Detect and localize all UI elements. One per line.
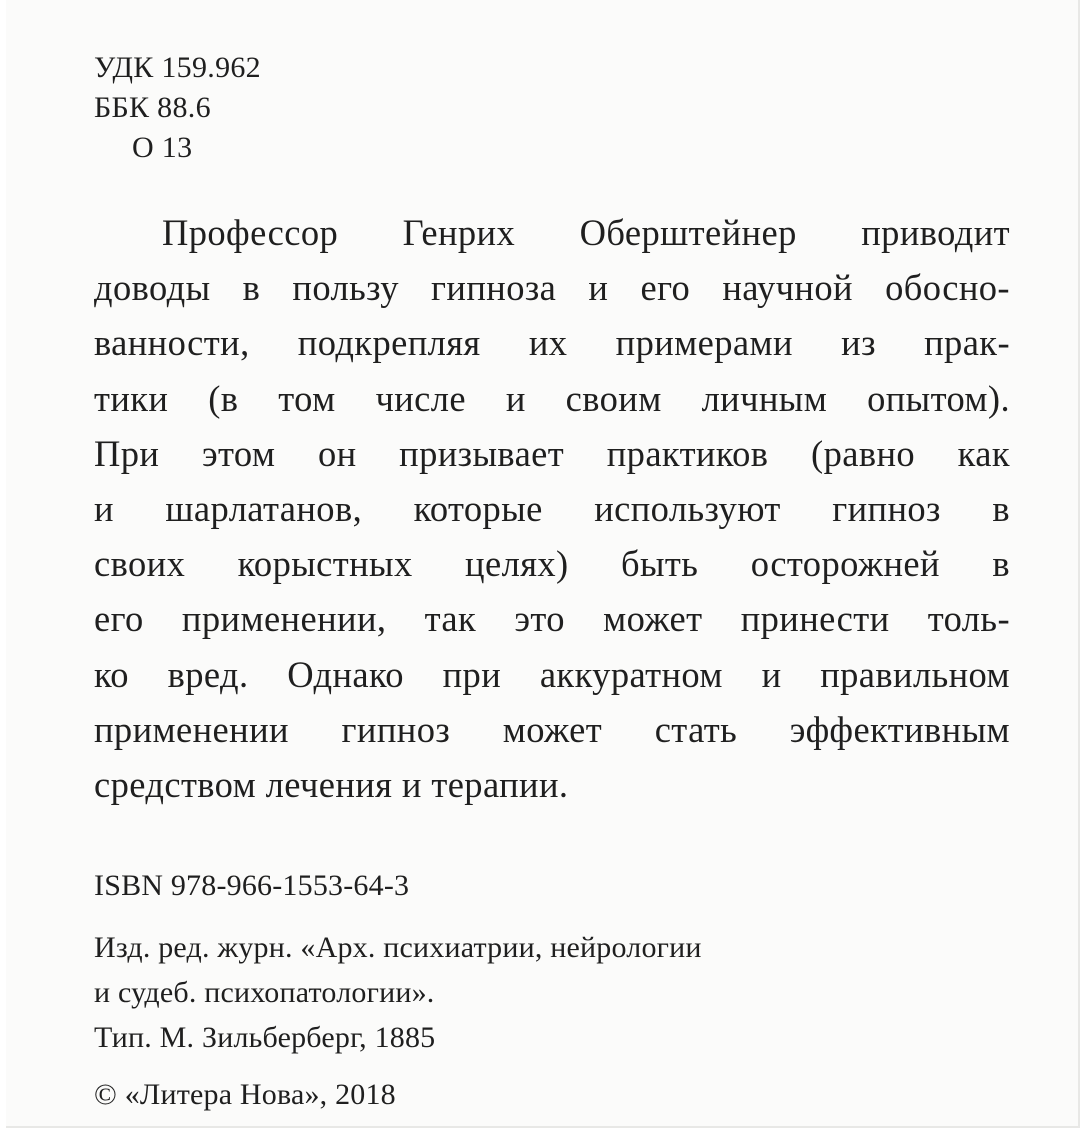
abstract-line: ванности, подкрепляя их примерами из прак- [94, 322, 1010, 364]
abstract-line: средством лечения и терапии. [94, 764, 569, 806]
abstract-line: своих корыстных целях) быть осторожней в [94, 543, 1010, 585]
imprint-page [6, 0, 1080, 1128]
udk-code: УДК 159.962 [94, 51, 261, 84]
abstract-line: Профессор Генрих Оберштейнер приводит [162, 212, 1010, 253]
abstract-paragraph [94, 205, 1010, 812]
abstract-line: и шарлатанов, которые используют гипноз в [94, 488, 1010, 530]
abstract-line: доводы в пользу гипноза и его научной обосно- [94, 267, 1010, 309]
abstract-line: ко вред. Однако при аккуратном и правильном [94, 653, 1010, 695]
original-edition-imprint [94, 925, 702, 1060]
copyright-notice: © «Литера Нова», 2018 [94, 1078, 396, 1111]
imprint-line: Тип. М. Зильберберг, 1885 [94, 1021, 436, 1054]
bbk-code: ББК 88.6 [94, 91, 211, 124]
abstract-line: При этом он призывает практиков (равно как [94, 432, 1010, 474]
abstract-line: его применении, так это может принести толь- [94, 598, 1010, 640]
isbn: ISBN 978-966-1553-64-3 [94, 869, 410, 902]
abstract-line: тики (в том числе и своим личным опытом). [94, 377, 1010, 419]
classification-block [94, 48, 261, 168]
imprint-line: Изд. ред. журн. «Арх. психиатрии, нейрологии [94, 931, 702, 964]
imprint-line: и судеб. психопатологии». [94, 976, 435, 1009]
author-mark: О 13 [132, 131, 193, 164]
abstract-line: применении гипноз может стать эффективным [94, 708, 1010, 750]
